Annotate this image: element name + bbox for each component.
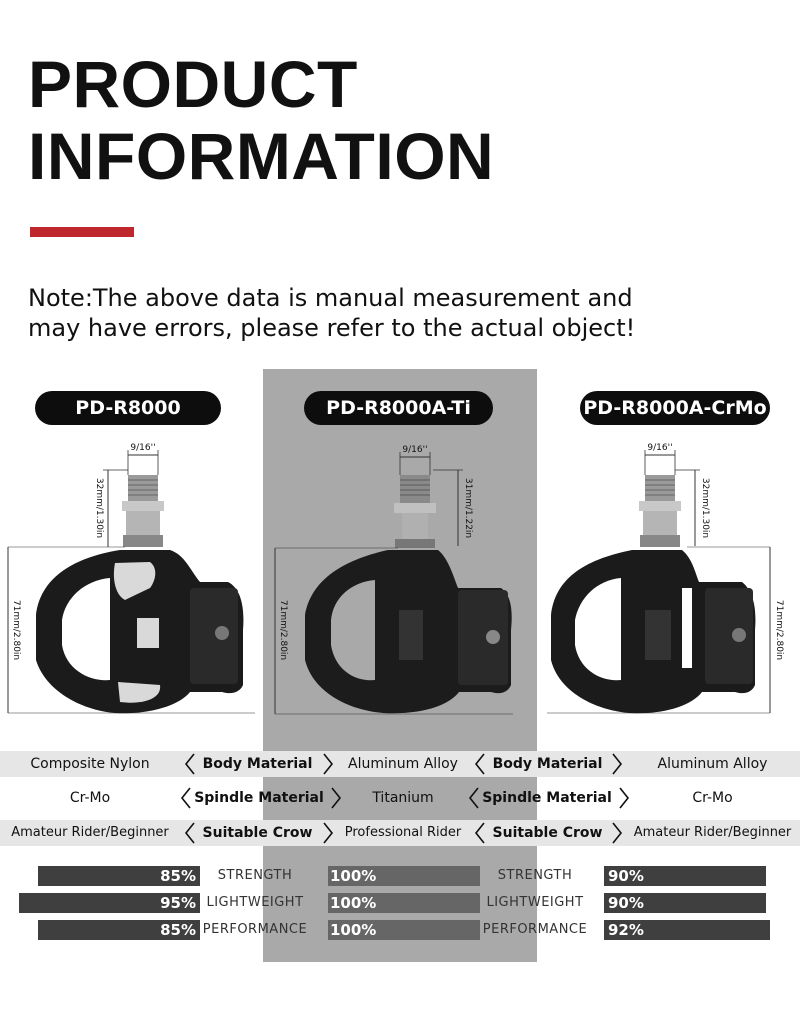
pedal-image-pd-r8000	[0, 430, 265, 730]
stat-value-pd-r8000a-crmo-performance: 92%	[608, 921, 644, 939]
body-material-pd-r8000a-crmo: Aluminum Alloy	[657, 756, 768, 772]
thread-size-label: 9/16''	[402, 445, 428, 455]
chevron-right-icon	[616, 785, 632, 811]
body-material-pd-r8000: Composite Nylon	[30, 756, 150, 772]
chevron-right-icon	[609, 820, 625, 846]
body-height-label: 71mm/2.80in	[774, 599, 784, 661]
stat-label-performance: PERFORMANCE	[202, 922, 308, 937]
note-line1: Note:The above data is manual measurement and	[28, 284, 633, 312]
spindle-height-label: 32mm/1.30in	[94, 477, 104, 539]
disclaimer-note	[28, 283, 768, 343]
spindle-material-label-2: Spindle Material	[482, 790, 612, 806]
spindle-material-pd-r8000a-ti: Titanium	[372, 790, 434, 806]
spindle-material-pd-r8000: Cr-Mo	[69, 790, 111, 806]
pedal-image-pd-r8000a-ti	[263, 430, 537, 730]
product-name-pd-r8000a-ti: PD-R8000A-Ti	[304, 391, 493, 425]
stat-value-pd-r8000a-ti-lightweight: 100%	[330, 894, 377, 912]
thread-size-label: 9/16''	[130, 443, 156, 453]
chevron-right-icon	[328, 785, 344, 811]
stat-label-lightweight: LIGHTWEIGHT	[206, 895, 304, 910]
note-line2: may have errors, please refer to the actual object!	[28, 314, 636, 342]
chevron-right-icon	[609, 751, 625, 777]
chevron-left-icon	[182, 820, 198, 846]
chevron-left-icon	[466, 785, 482, 811]
suitable-crowd-pd-r8000a-crmo: Amateur Rider/Beginner	[633, 825, 792, 840]
stat-label-strength: STRENGTH	[217, 868, 293, 883]
suitable-crowd-label-2: Suitable Crow	[492, 825, 603, 841]
thread-size-label: 9/16''	[647, 443, 673, 453]
stat-label-performance-2: PERFORMANCE	[482, 922, 588, 937]
pedal-image-pd-r8000a-crmo	[537, 430, 800, 730]
stat-label-lightweight-2: LIGHTWEIGHT	[486, 895, 584, 910]
spindle-height-label: 31mm/1.22in	[463, 477, 473, 539]
product-name-pd-r8000a-crmo: PD-R8000A-CrMo	[580, 391, 770, 425]
stat-value-pd-r8000a-ti-performance: 100%	[330, 921, 377, 939]
suitable-crowd-label: Suitable Crow	[202, 825, 313, 841]
chevron-left-icon	[178, 785, 194, 811]
suitable-crowd-pd-r8000: Amateur Rider/Beginner	[11, 825, 169, 840]
page-title-line1: PRODUCT	[28, 47, 358, 121]
product-name-pd-r8000: PD-R8000	[35, 391, 221, 425]
accent-bar	[30, 227, 134, 237]
spindle-material-pd-r8000a-crmo: Cr-Mo	[692, 790, 733, 806]
body-material-label: Body Material	[202, 756, 313, 772]
body-height-label: 71mm/2.80in	[11, 599, 21, 661]
body-material-pd-r8000a-ti: Aluminum Alloy	[348, 756, 458, 772]
body-height-label: 71mm/2.80in	[278, 599, 288, 661]
chevron-left-icon	[182, 751, 198, 777]
stat-value-pd-r8000-lightweight: 95%	[160, 894, 196, 912]
body-material-label-2: Body Material	[492, 756, 603, 772]
stat-value-pd-r8000a-crmo-strength: 90%	[608, 867, 644, 885]
chevron-left-icon	[472, 820, 488, 846]
chevron-right-icon	[320, 820, 336, 846]
spindle-height-label: 32mm/1.30in	[700, 477, 710, 539]
chevron-right-icon	[320, 751, 336, 777]
page-title	[28, 48, 494, 192]
stat-value-pd-r8000a-ti-strength: 100%	[330, 867, 377, 885]
stat-value-pd-r8000-strength: 85%	[160, 867, 196, 885]
stat-value-pd-r8000a-crmo-lightweight: 90%	[608, 894, 644, 912]
page-title-line2: INFORMATION	[28, 119, 495, 193]
stat-label-strength-2: STRENGTH	[497, 868, 573, 883]
spindle-material-label: Spindle Material	[194, 790, 324, 806]
chevron-left-icon	[472, 751, 488, 777]
stat-value-pd-r8000-performance: 85%	[160, 921, 196, 939]
suitable-crowd-pd-r8000a-ti: Professional Rider	[344, 825, 462, 840]
